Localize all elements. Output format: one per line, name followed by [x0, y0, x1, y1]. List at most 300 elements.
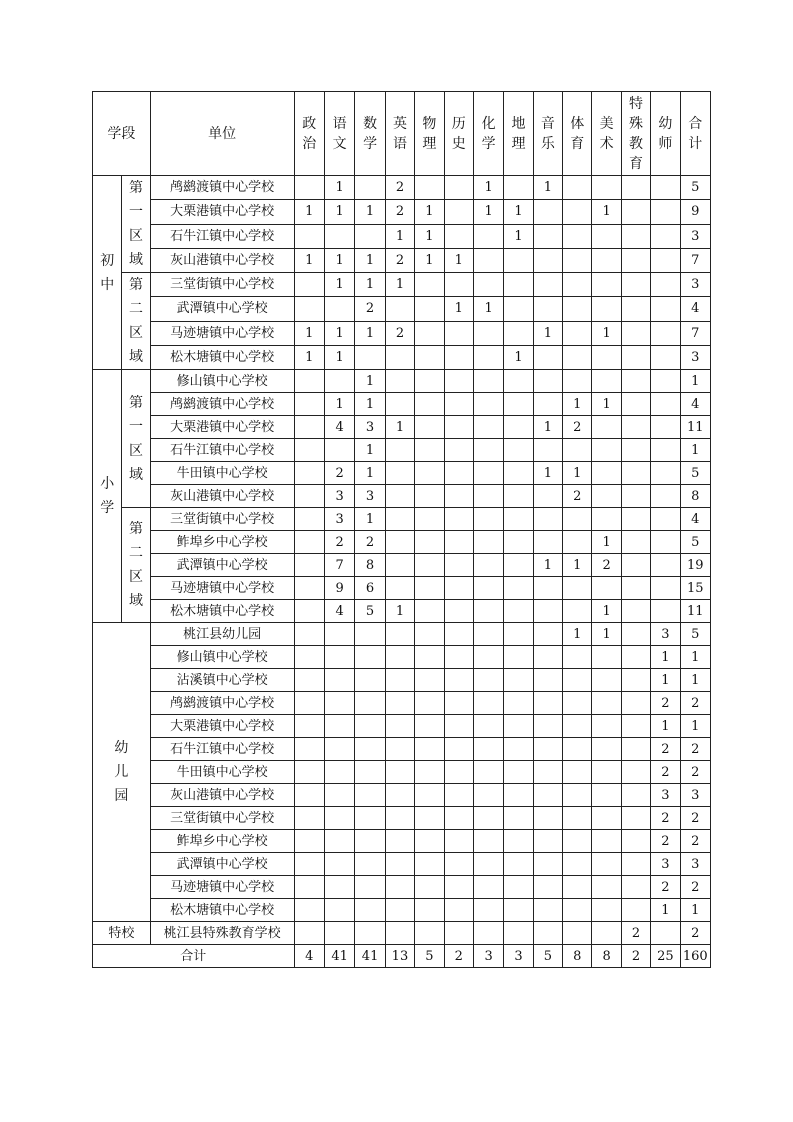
value-cell: [651, 176, 680, 200]
value-cell: [415, 784, 444, 807]
value-cell: [324, 715, 354, 738]
unit-name: 大栗港镇中心学校: [150, 416, 294, 439]
value-cell: [324, 623, 354, 646]
value-cell: [592, 176, 621, 200]
unit-name: 鸬鹚渡镇中心学校: [150, 692, 294, 715]
value-cell: [533, 531, 562, 554]
value-cell: [415, 669, 444, 692]
value-cell: [473, 761, 503, 784]
value-cell: [563, 577, 592, 600]
value-cell: [355, 876, 385, 899]
value-cell: 8: [355, 554, 385, 577]
value-cell: [473, 531, 503, 554]
value-cell: [415, 531, 444, 554]
value-cell: [444, 646, 473, 669]
value-cell: [504, 176, 533, 200]
header-subject: [324, 92, 354, 176]
value-cell: [444, 321, 473, 345]
value-cell: [444, 899, 473, 922]
value-cell: [563, 853, 592, 876]
value-cell: 2: [385, 321, 414, 345]
value-cell: [294, 922, 324, 945]
table-row: [93, 807, 711, 830]
value-cell: [592, 248, 621, 272]
value-cell: [504, 577, 533, 600]
value-cell: 1: [533, 416, 562, 439]
value-cell: [415, 899, 444, 922]
value-cell: [444, 531, 473, 554]
value-cell: [504, 439, 533, 462]
value-cell: [621, 370, 650, 393]
value-cell: [415, 370, 444, 393]
value-cell: [504, 623, 533, 646]
value-cell: [533, 784, 562, 807]
value-cell: [504, 600, 533, 623]
value-cell: 2: [651, 761, 680, 784]
table-row: [93, 462, 711, 485]
total-cell: 3: [504, 945, 533, 968]
value-cell: [592, 922, 621, 945]
subject-label: 数学: [363, 115, 378, 152]
value-cell: [324, 646, 354, 669]
value-cell: 1: [680, 715, 710, 738]
value-cell: 1: [294, 200, 324, 224]
unit-name: 灰山港镇中心学校: [150, 784, 294, 807]
header-subject: [680, 92, 710, 176]
value-cell: 2: [592, 554, 621, 577]
value-cell: [294, 297, 324, 321]
value-cell: [444, 176, 473, 200]
value-cell: [473, 623, 503, 646]
total-row: [93, 945, 711, 968]
value-cell: [473, 508, 503, 531]
region-first: [122, 370, 150, 508]
table-body: [93, 176, 711, 968]
value-cell: [621, 345, 650, 369]
value-cell: [592, 577, 621, 600]
value-cell: [294, 830, 324, 853]
unit-name: 松木塘镇中心学校: [150, 345, 294, 369]
value-cell: [294, 439, 324, 462]
value-cell: [415, 176, 444, 200]
value-cell: [385, 899, 414, 922]
value-cell: [651, 416, 680, 439]
value-cell: 2: [355, 531, 385, 554]
table-row: [93, 692, 711, 715]
value-cell: 2: [680, 692, 710, 715]
value-cell: 3: [651, 623, 680, 646]
unit-name: 武潭镇中心学校: [150, 853, 294, 876]
value-cell: 1: [355, 439, 385, 462]
value-cell: [294, 623, 324, 646]
value-cell: [563, 273, 592, 297]
value-cell: [385, 669, 414, 692]
value-cell: [651, 531, 680, 554]
unit-name: 大栗港镇中心学校: [150, 200, 294, 224]
value-cell: [473, 224, 503, 248]
value-cell: 1: [294, 248, 324, 272]
value-cell: 1: [324, 345, 354, 369]
header-subject: [621, 92, 650, 176]
value-cell: [563, 761, 592, 784]
value-cell: 3: [355, 485, 385, 508]
value-cell: [621, 508, 650, 531]
value-cell: [294, 485, 324, 508]
table-row: [93, 176, 711, 200]
stage-label: 第二区域: [129, 521, 144, 609]
total-cell: 13: [385, 945, 414, 968]
value-cell: [444, 600, 473, 623]
value-cell: [444, 273, 473, 297]
value-cell: 9: [680, 200, 710, 224]
value-cell: 11: [680, 600, 710, 623]
stage-label: 第二区域: [129, 277, 144, 365]
value-cell: [533, 508, 562, 531]
value-cell: [444, 853, 473, 876]
value-cell: [504, 738, 533, 761]
value-cell: [415, 738, 444, 761]
table-row: [93, 485, 711, 508]
value-cell: [355, 715, 385, 738]
value-cell: [355, 623, 385, 646]
value-cell: [415, 393, 444, 416]
total-cell: 3: [473, 945, 503, 968]
region-first: [122, 176, 150, 273]
table-row: [93, 439, 711, 462]
value-cell: [473, 646, 503, 669]
value-cell: 1: [563, 393, 592, 416]
unit-name: 石牛江镇中心学校: [150, 439, 294, 462]
subject-label: 化学: [481, 115, 496, 152]
header-row: [93, 92, 711, 176]
value-cell: [473, 393, 503, 416]
value-cell: [651, 273, 680, 297]
value-cell: [473, 370, 503, 393]
unit-name: 马迹塘镇中心学校: [150, 321, 294, 345]
value-cell: [444, 508, 473, 531]
value-cell: [533, 224, 562, 248]
unit-name: 桃江县幼儿园: [150, 623, 294, 646]
value-cell: 1: [504, 345, 533, 369]
table-row: [93, 830, 711, 853]
value-cell: 1: [324, 321, 354, 345]
value-cell: [651, 485, 680, 508]
value-cell: 1: [473, 200, 503, 224]
value-cell: [385, 830, 414, 853]
value-cell: [355, 784, 385, 807]
value-cell: [621, 623, 650, 646]
subject-label: 美术: [599, 115, 614, 152]
value-cell: [473, 439, 503, 462]
subject-label: 语文: [332, 115, 347, 152]
table-row: [93, 224, 711, 248]
value-cell: [504, 784, 533, 807]
value-cell: [473, 669, 503, 692]
value-cell: [324, 899, 354, 922]
value-cell: [415, 508, 444, 531]
value-cell: 1: [504, 224, 533, 248]
value-cell: [621, 393, 650, 416]
value-cell: 2: [680, 876, 710, 899]
table-row: [93, 715, 711, 738]
value-cell: 3: [355, 416, 385, 439]
header-subject: [473, 92, 503, 176]
value-cell: [533, 669, 562, 692]
value-cell: [324, 807, 354, 830]
subject-label: 政治: [302, 115, 317, 152]
value-cell: 2: [651, 876, 680, 899]
value-cell: 2: [680, 830, 710, 853]
value-cell: [592, 508, 621, 531]
unit-name: 石牛江镇中心学校: [150, 738, 294, 761]
value-cell: [592, 899, 621, 922]
value-cell: [444, 554, 473, 577]
value-cell: [294, 876, 324, 899]
unit-name: 松木塘镇中心学校: [150, 899, 294, 922]
value-cell: [294, 807, 324, 830]
value-cell: [533, 853, 562, 876]
table-row: [93, 899, 711, 922]
table-row: [93, 876, 711, 899]
value-cell: [355, 922, 385, 945]
value-cell: [294, 899, 324, 922]
value-cell: [504, 416, 533, 439]
value-cell: [473, 692, 503, 715]
value-cell: [473, 853, 503, 876]
value-cell: [621, 554, 650, 577]
value-cell: [533, 646, 562, 669]
subject-label: 历史: [451, 115, 466, 152]
value-cell: [415, 577, 444, 600]
unit-name: 武潭镇中心学校: [150, 554, 294, 577]
value-cell: 5: [355, 600, 385, 623]
value-cell: [651, 345, 680, 369]
value-cell: [473, 807, 503, 830]
value-cell: 1: [324, 248, 354, 272]
value-cell: [563, 176, 592, 200]
value-cell: 1: [680, 669, 710, 692]
value-cell: [504, 248, 533, 272]
value-cell: [563, 646, 592, 669]
value-cell: [385, 738, 414, 761]
value-cell: [355, 807, 385, 830]
unit-name: 石牛江镇中心学校: [150, 224, 294, 248]
value-cell: [473, 922, 503, 945]
value-cell: 2: [680, 807, 710, 830]
value-cell: [651, 439, 680, 462]
table-row: [93, 738, 711, 761]
value-cell: 3: [680, 345, 710, 369]
value-cell: 1: [680, 370, 710, 393]
value-cell: [504, 853, 533, 876]
value-cell: 2: [680, 922, 710, 945]
total-cell: 41: [355, 945, 385, 968]
value-cell: 3: [680, 853, 710, 876]
value-cell: 9: [324, 577, 354, 600]
total-cell: 2: [621, 945, 650, 968]
value-cell: [504, 899, 533, 922]
value-cell: 1: [592, 393, 621, 416]
value-cell: 2: [651, 738, 680, 761]
value-cell: [651, 297, 680, 321]
value-cell: [533, 370, 562, 393]
value-cell: [563, 922, 592, 945]
value-cell: [444, 485, 473, 508]
total-cell: 25: [651, 945, 680, 968]
value-cell: [563, 876, 592, 899]
value-cell: [324, 439, 354, 462]
value-cell: [592, 370, 621, 393]
value-cell: [533, 297, 562, 321]
value-cell: [592, 439, 621, 462]
value-cell: 1: [680, 899, 710, 922]
value-cell: [473, 462, 503, 485]
value-cell: [651, 200, 680, 224]
value-cell: [415, 416, 444, 439]
value-cell: [385, 853, 414, 876]
value-cell: [444, 224, 473, 248]
value-cell: 1: [385, 600, 414, 623]
value-cell: [385, 715, 414, 738]
value-cell: 1: [385, 273, 414, 297]
unit-name: 松木塘镇中心学校: [150, 600, 294, 623]
value-cell: [415, 485, 444, 508]
value-cell: [385, 623, 414, 646]
value-cell: [621, 577, 650, 600]
value-cell: [444, 345, 473, 369]
unit-name: 牛田镇中心学校: [150, 462, 294, 485]
value-cell: [385, 646, 414, 669]
total-cell: 5: [415, 945, 444, 968]
value-cell: [355, 345, 385, 369]
value-cell: [355, 224, 385, 248]
value-cell: [533, 577, 562, 600]
value-cell: 2: [621, 922, 650, 945]
value-cell: [355, 692, 385, 715]
value-cell: [385, 462, 414, 485]
value-cell: 4: [680, 297, 710, 321]
value-cell: [504, 876, 533, 899]
value-cell: [504, 692, 533, 715]
table-row: [93, 393, 711, 416]
value-cell: [621, 176, 650, 200]
value-cell: 1: [415, 224, 444, 248]
value-cell: [563, 738, 592, 761]
value-cell: [621, 297, 650, 321]
value-cell: [651, 508, 680, 531]
value-cell: [415, 830, 444, 853]
value-cell: 2: [385, 248, 414, 272]
value-cell: 1: [563, 554, 592, 577]
value-cell: 1: [504, 200, 533, 224]
value-cell: 1: [592, 623, 621, 646]
value-cell: [473, 485, 503, 508]
header-stage: 学段: [93, 92, 151, 176]
subject-label: 合计: [688, 115, 703, 152]
value-cell: [415, 715, 444, 738]
value-cell: [563, 807, 592, 830]
value-cell: [533, 830, 562, 853]
value-cell: [294, 738, 324, 761]
table-row: [93, 297, 711, 321]
value-cell: [563, 224, 592, 248]
stage-label: 第一区域: [129, 394, 144, 483]
total-cell: 160: [680, 945, 710, 968]
value-cell: [324, 761, 354, 784]
value-cell: 1: [592, 200, 621, 224]
value-cell: [385, 692, 414, 715]
stage-label: 初中: [100, 252, 115, 293]
value-cell: 1: [533, 176, 562, 200]
value-cell: [563, 439, 592, 462]
value-cell: 1: [324, 176, 354, 200]
value-cell: 1: [444, 248, 473, 272]
value-cell: [563, 830, 592, 853]
value-cell: 1: [592, 600, 621, 623]
value-cell: [592, 485, 621, 508]
header-subject: [444, 92, 473, 176]
header-subject: [592, 92, 621, 176]
table-row: [93, 623, 711, 646]
table-row: [93, 554, 711, 577]
value-cell: [385, 439, 414, 462]
value-cell: 3: [651, 784, 680, 807]
value-cell: [324, 297, 354, 321]
value-cell: [294, 646, 324, 669]
value-cell: [385, 370, 414, 393]
value-cell: [324, 370, 354, 393]
value-cell: [504, 370, 533, 393]
value-cell: [385, 485, 414, 508]
value-cell: [324, 738, 354, 761]
value-cell: [533, 345, 562, 369]
value-cell: [592, 784, 621, 807]
value-cell: [533, 248, 562, 272]
value-cell: [415, 922, 444, 945]
table-row: [93, 922, 711, 945]
value-cell: [355, 669, 385, 692]
value-cell: [621, 248, 650, 272]
value-cell: 5: [680, 176, 710, 200]
value-cell: 1: [651, 715, 680, 738]
unit-name: 马迹塘镇中心学校: [150, 577, 294, 600]
value-cell: [621, 807, 650, 830]
value-cell: 1: [533, 462, 562, 485]
value-cell: [592, 692, 621, 715]
subject-label: 特殊教育: [628, 95, 643, 172]
value-cell: [385, 531, 414, 554]
header-subject: [415, 92, 444, 176]
value-cell: 1: [355, 273, 385, 297]
value-cell: [621, 321, 650, 345]
value-cell: 5: [680, 531, 710, 554]
header-subject: [385, 92, 414, 176]
value-cell: [294, 508, 324, 531]
value-cell: [651, 462, 680, 485]
unit-name: 灰山港镇中心学校: [150, 248, 294, 272]
value-cell: [444, 830, 473, 853]
value-cell: [473, 416, 503, 439]
value-cell: [563, 508, 592, 531]
header-unit: 单位: [150, 92, 294, 176]
total-cell: 41: [324, 945, 354, 968]
value-cell: [621, 531, 650, 554]
value-cell: [504, 531, 533, 554]
value-cell: [294, 554, 324, 577]
value-cell: [563, 600, 592, 623]
value-cell: [355, 738, 385, 761]
value-cell: [444, 370, 473, 393]
